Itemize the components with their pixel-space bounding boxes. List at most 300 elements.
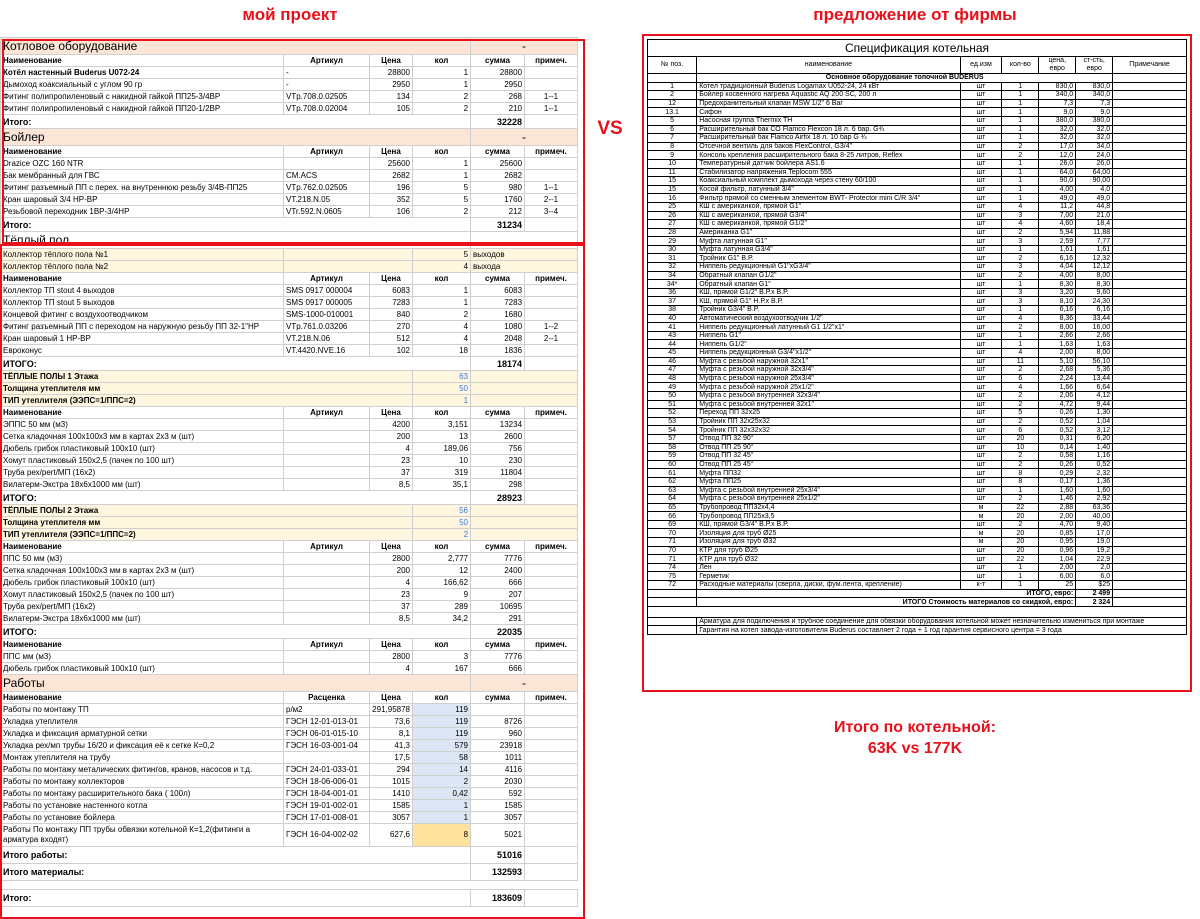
- item-name: Сетка кладочная 100х100х3 мм в картах 2х3 м (шт): [1, 565, 284, 577]
- item-name: Трубопровод ПП25х3,5: [697, 512, 960, 521]
- parameter-label: ТЁПЛЫЕ ПОЛЫ 1 Этажа: [1, 371, 413, 383]
- spec-row: [648, 99, 1187, 108]
- position: 1: [648, 82, 697, 91]
- quantity: 8: [1002, 477, 1039, 486]
- item-name: Муфта с резьбой внутренней 32х3/4": [697, 391, 960, 400]
- item-sum: 2400: [471, 565, 525, 577]
- item-sum: 1836: [471, 345, 525, 357]
- note: [1113, 383, 1187, 392]
- item-name: Наименование: [1, 692, 284, 704]
- cost: 32,0: [1076, 125, 1113, 134]
- item-sum: 592: [471, 788, 525, 800]
- price: 4,60: [1039, 220, 1076, 229]
- note: [1113, 116, 1187, 125]
- item-qty: 3,151: [413, 419, 471, 431]
- cost: 4,0: [1076, 185, 1113, 194]
- section-title: Тёплый пол: [1, 232, 471, 249]
- quantity: 4: [1002, 314, 1039, 323]
- vs-label: VS: [597, 118, 623, 139]
- spec-row: [648, 91, 1187, 100]
- quantity: 1: [1002, 82, 1039, 91]
- total-label: ИТОГО:: [1, 491, 471, 505]
- item-code: [284, 431, 370, 443]
- item-price: 270: [370, 321, 413, 333]
- position: 48: [648, 374, 697, 383]
- item-name: ППС 50 мм (м3): [1, 553, 284, 565]
- item-name: Работы по монтажу коллекторов: [1, 776, 284, 788]
- price: 8,10: [1039, 297, 1076, 306]
- item-name: КШ с американкой, прямой G3/4": [697, 211, 960, 220]
- quantity: 1: [1002, 116, 1039, 125]
- unit: шт: [960, 563, 1002, 572]
- item-qty: 12: [413, 565, 471, 577]
- note: [1113, 228, 1187, 237]
- item-qty: 4: [413, 333, 471, 345]
- total-label: Итого материалы:: [1, 864, 471, 881]
- position: 66: [648, 512, 697, 521]
- quantity: 2: [1002, 400, 1039, 409]
- item-qty: 289: [413, 601, 471, 613]
- item-code: Артикул: [284, 639, 370, 651]
- spec-row: [648, 142, 1187, 151]
- table-row: [1, 776, 578, 788]
- item-note: [525, 285, 578, 297]
- position: 53: [648, 417, 697, 426]
- unit: шт: [960, 434, 1002, 443]
- item-name: Автоматический воздухоотводчик 1/2": [697, 314, 960, 323]
- total-row: [1, 218, 578, 232]
- table-row: [1, 800, 578, 812]
- cell: [525, 357, 578, 371]
- column-header: ст-сть, евро: [1076, 57, 1113, 74]
- spec-row: [648, 211, 1187, 220]
- item-sum: 10695: [471, 601, 525, 613]
- spec-row: [648, 116, 1187, 125]
- item-price: 17,5: [370, 752, 413, 764]
- price: 0,26: [1039, 460, 1076, 469]
- item-code: ГЭСН 17-01-008-01: [284, 812, 370, 824]
- item-name: Наименование: [1, 541, 284, 553]
- price: 2,00: [1039, 349, 1076, 358]
- item-price: 8,5: [370, 479, 413, 491]
- column-header-row: [1, 407, 578, 419]
- table-row: [1, 249, 578, 261]
- unit: шт: [960, 211, 1002, 220]
- quantity: 1: [1002, 91, 1039, 100]
- item-note: [525, 431, 578, 443]
- total-label: ИТОГО:: [1, 357, 471, 371]
- spec-row: [648, 555, 1187, 564]
- price: 0,96: [1039, 546, 1076, 555]
- spec-row: [648, 366, 1187, 375]
- position: 26: [648, 211, 697, 220]
- item-name: Работы по монтажу расширительного бака ( 100л): [1, 788, 284, 800]
- position: 25: [648, 202, 697, 211]
- total-value: 28923: [471, 491, 525, 505]
- item-code: ГЭСН 18-04-001-01: [284, 788, 370, 800]
- item-name: Обратный клапан G1": [697, 280, 960, 289]
- position: 60: [648, 460, 697, 469]
- parameter-value: 2: [413, 529, 471, 541]
- position: 38: [648, 306, 697, 315]
- item-price: 102: [370, 345, 413, 357]
- item-code: VT.4420.NVE.16: [284, 345, 370, 357]
- position: 49: [648, 383, 697, 392]
- note-row: [648, 617, 1187, 626]
- item-name: Тройник G3/4" В.Р.: [697, 306, 960, 315]
- item-sum: 23918: [471, 740, 525, 752]
- item-name: Муфта с резьбой наружной 25х3/4": [697, 374, 960, 383]
- spec-row: [648, 108, 1187, 117]
- position: 71: [648, 538, 697, 547]
- quantity: 2: [1002, 254, 1039, 263]
- total-value: 22035: [471, 625, 525, 639]
- outlet-count: 5: [413, 249, 471, 261]
- unit: шт: [960, 288, 1002, 297]
- section-title: Котловое оборудование: [1, 38, 471, 55]
- item-qty: 579: [413, 740, 471, 752]
- item-qty: 2: [413, 206, 471, 218]
- item-name: Тройник ПП 32х32х32: [697, 426, 960, 435]
- item-code: [284, 467, 370, 479]
- quantity: 20: [1002, 529, 1039, 538]
- table-row: [1, 812, 578, 824]
- item-name: Стабилизатор напряжения Teplocom 555: [697, 168, 960, 177]
- table-row: [1, 479, 578, 491]
- item-name: Работы по монтажу ТП: [1, 704, 284, 716]
- note: [1113, 280, 1187, 289]
- parameter-row: [1, 529, 578, 541]
- column-header-row: [1, 55, 578, 67]
- unit: шт: [960, 202, 1002, 211]
- note: [1113, 400, 1187, 409]
- note: [1113, 151, 1187, 160]
- item-name: Ниппель редукционный G3/4"x1/2": [697, 349, 960, 358]
- cell: [284, 249, 413, 261]
- item-price: Цена: [370, 407, 413, 419]
- item-code: Артикул: [284, 273, 370, 285]
- item-name: Расширительный бак Flamco Airfix 18 л. 10 бар G ¾: [697, 134, 960, 143]
- item-note: [525, 443, 578, 455]
- item-qty: 3: [413, 651, 471, 663]
- unit: шт: [960, 443, 1002, 452]
- table-row: [1, 103, 578, 115]
- cost: 2,32: [1076, 469, 1113, 478]
- spec-row: [648, 168, 1187, 177]
- item-price: Цена: [370, 692, 413, 704]
- item-name: Американка G1": [697, 228, 960, 237]
- price: 1,60: [1039, 486, 1076, 495]
- item-name: Ниппель G1/2": [697, 340, 960, 349]
- item-sum: 5021: [471, 824, 525, 847]
- quantity: 20: [1002, 512, 1039, 521]
- table-row: [1, 309, 578, 321]
- item-price: 2682: [370, 170, 413, 182]
- item-qty: 1: [413, 79, 471, 91]
- item-qty: 9: [413, 589, 471, 601]
- note: [1113, 185, 1187, 194]
- item-sum: [471, 704, 525, 716]
- item-name: КШ с американкой, прямой G1/2": [697, 220, 960, 229]
- price: 12,0: [1039, 151, 1076, 160]
- cell: [1113, 598, 1187, 607]
- item-name: Кран шаровый 3/4 НР-ВР: [1, 194, 284, 206]
- item-name: Евроконус: [1, 345, 284, 357]
- item-qty: 1: [413, 158, 471, 170]
- item-price: 134: [370, 91, 413, 103]
- note: [1113, 572, 1187, 581]
- parameter-label: ТЁПЛЫЕ ПОЛЫ 2 Этажа: [1, 505, 413, 517]
- table-row: [1, 553, 578, 565]
- item-name: Тройник G1" В.Р.: [697, 254, 960, 263]
- note: [1113, 391, 1187, 400]
- item-price: 4: [370, 663, 413, 675]
- spec-row: [648, 391, 1187, 400]
- note: [1113, 323, 1187, 332]
- item-note: примеч.: [525, 541, 578, 553]
- price: 0,14: [1039, 443, 1076, 452]
- cost: 24,0: [1076, 151, 1113, 160]
- item-note: [525, 812, 578, 824]
- item-name: Предохранительный клапан MSW 1/2" 6 Bar: [697, 99, 960, 108]
- cell: [284, 261, 413, 273]
- cell: [471, 371, 578, 383]
- item-qty: кол: [413, 541, 471, 553]
- spec-row: [648, 159, 1187, 168]
- note: [1113, 460, 1187, 469]
- item-price: 28800: [370, 67, 413, 79]
- item-name: Фитинг полипропиленовый с накидной гайкой ПП20-1/2ВР: [1, 103, 284, 115]
- item-note: [525, 158, 578, 170]
- item-sum: 2950: [471, 79, 525, 91]
- column-header-row: [1, 541, 578, 553]
- spec-row: [648, 202, 1187, 211]
- price: 2,24: [1039, 374, 1076, 383]
- table-row: [1, 704, 578, 716]
- note: [1113, 142, 1187, 151]
- item-price: 512: [370, 333, 413, 345]
- cell: [648, 626, 697, 635]
- cost: 6,20: [1076, 434, 1113, 443]
- item-qty: 2: [413, 103, 471, 115]
- note: [1113, 211, 1187, 220]
- unit: шт: [960, 194, 1002, 203]
- spec-row: [648, 460, 1187, 469]
- quantity: 3: [1002, 288, 1039, 297]
- spec-row: [648, 546, 1187, 555]
- item-name: ЭППС 50 мм (м3): [1, 419, 284, 431]
- company-offer-sheet: [642, 34, 1192, 692]
- price: 2,68: [1039, 366, 1076, 375]
- item-qty: 2,777: [413, 553, 471, 565]
- note: [1113, 374, 1187, 383]
- cost: 12,12: [1076, 263, 1113, 272]
- total-row: [1, 864, 578, 881]
- item-code: VTr.592.N.0605: [284, 206, 370, 218]
- unit: шт: [960, 400, 1002, 409]
- item-sum: сумма: [471, 541, 525, 553]
- item-name: Монтаж утеплителя на трубу: [1, 752, 284, 764]
- item-code: -: [284, 67, 370, 79]
- quantity: 2: [1002, 271, 1039, 280]
- quantity: 1: [1002, 572, 1039, 581]
- unit: шт: [960, 460, 1002, 469]
- table-row: [1, 565, 578, 577]
- position: 63: [648, 486, 697, 495]
- item-qty: 166,62: [413, 577, 471, 589]
- item-sum: 2682: [471, 170, 525, 182]
- item-price: 2800: [370, 651, 413, 663]
- cell: [648, 74, 697, 83]
- table-row: [1, 764, 578, 776]
- cost: 1,30: [1076, 409, 1113, 418]
- note-row: [648, 626, 1187, 635]
- quantity: 1: [1002, 581, 1039, 590]
- cell: [471, 383, 578, 395]
- parameter-label: Толщина утеплителя мм: [1, 383, 413, 395]
- item-price: 291,95878: [370, 704, 413, 716]
- column-header: наименование: [697, 57, 960, 74]
- item-name: Укладка и фиксация арматурной сетки: [1, 728, 284, 740]
- item-note: [525, 309, 578, 321]
- item-sum: 207: [471, 589, 525, 601]
- quantity: 1: [1002, 563, 1039, 572]
- section-title-row: [1, 38, 578, 55]
- price: 2,66: [1039, 331, 1076, 340]
- price: 0,95: [1039, 538, 1076, 547]
- table-row: [1, 91, 578, 103]
- item-note: примеч.: [525, 692, 578, 704]
- cost: 380,0: [1076, 116, 1113, 125]
- item-note: [525, 824, 578, 847]
- quantity: 1: [1002, 108, 1039, 117]
- table-row: [1, 663, 578, 675]
- item-name: Изоляция для труб Ø32: [697, 538, 960, 547]
- price: 8,36: [1039, 314, 1076, 323]
- item-qty: 0,42: [413, 788, 471, 800]
- total-label: Итого:: [1, 890, 471, 907]
- unit: шт: [960, 134, 1002, 143]
- position: 32: [648, 263, 697, 272]
- position: 54: [648, 426, 697, 435]
- item-name: Насосная группа Thermix TH: [697, 116, 960, 125]
- total-value: 32228: [471, 115, 525, 129]
- item-name: Консоль крепления расширительного бака 8-25 литров, Reflex: [697, 151, 960, 160]
- item-name: Ниппель редукционный G1"xG3/4": [697, 263, 960, 272]
- position: 50: [648, 391, 697, 400]
- note: [1113, 495, 1187, 504]
- spacer-cell: [648, 606, 1187, 617]
- item-name: КТР для труб Ø32: [697, 555, 960, 564]
- item-name: Наименование: [1, 639, 284, 651]
- position: 36: [648, 288, 697, 297]
- price: 17,0: [1039, 142, 1076, 151]
- section-title: Бойлер: [1, 129, 471, 146]
- item-note: [525, 467, 578, 479]
- item-qty: 2: [413, 91, 471, 103]
- item-qty: 1: [413, 285, 471, 297]
- spec-table: [647, 56, 1187, 635]
- note: [1113, 254, 1187, 263]
- item-name: Муфта с резьбой внутренней 25х1/2": [697, 495, 960, 504]
- item-sum: сумма: [471, 55, 525, 67]
- parameter-row: [1, 505, 578, 517]
- position: 69: [648, 520, 697, 529]
- parameter-value: 1: [413, 395, 471, 407]
- section-dash: -: [471, 675, 578, 692]
- summary-callout: [640, 717, 1190, 759]
- item-sum: 8726: [471, 716, 525, 728]
- quantity: 1: [1002, 194, 1039, 203]
- note: [1113, 108, 1187, 117]
- note: [1113, 237, 1187, 246]
- price: 25: [1039, 581, 1076, 590]
- item-qty: 189,06: [413, 443, 471, 455]
- item-name: Дымоход коаксиальный с углом 90 гр: [1, 79, 284, 91]
- table-row: [1, 824, 578, 847]
- quantity: 1: [1002, 185, 1039, 194]
- note: [1113, 220, 1187, 229]
- item-note: [525, 589, 578, 601]
- total-label: Итого:: [1, 115, 471, 129]
- cost: 63,36: [1076, 503, 1113, 512]
- cost: 1,40: [1076, 443, 1113, 452]
- item-qty: 119: [413, 716, 471, 728]
- unit: шт: [960, 297, 1002, 306]
- item-code: -: [284, 79, 370, 91]
- item-name: Переход ПП 32х25: [697, 409, 960, 418]
- item-qty: кол: [413, 55, 471, 67]
- total-label: ИТОГО Стоимость материалов со скидкой, евро:: [697, 598, 1076, 607]
- table-row: [1, 321, 578, 333]
- item-note: примеч.: [525, 407, 578, 419]
- cost: 1,36: [1076, 477, 1113, 486]
- quantity: 2: [1002, 417, 1039, 426]
- item-name: Укладка рех/мп трубы 16/20 и фиксация её к сетке К=0,2: [1, 740, 284, 752]
- table-row: [1, 158, 578, 170]
- price: 5,94: [1039, 228, 1076, 237]
- position: 70: [648, 546, 697, 555]
- table-row: [1, 788, 578, 800]
- item-name: Концевой фитинг с воздухоотводчиком: [1, 309, 284, 321]
- spec-row: [648, 245, 1187, 254]
- total-label: Итого работы:: [1, 847, 471, 864]
- table-row: [1, 651, 578, 663]
- note: [1113, 349, 1187, 358]
- unit: шт: [960, 168, 1002, 177]
- price: 1,04: [1039, 555, 1076, 564]
- item-name: Наименование: [1, 407, 284, 419]
- note: [1113, 82, 1187, 91]
- item-name: Коаксиальный комплект дымохода через стену 60/100: [697, 177, 960, 186]
- note: [1113, 443, 1187, 452]
- item-name: Косой фильтр, латунный 3/4": [697, 185, 960, 194]
- item-qty: кол: [413, 407, 471, 419]
- item-price: Цена: [370, 55, 413, 67]
- item-code: ГЭСН 16-03-001-04: [284, 740, 370, 752]
- item-note: 2--1: [525, 333, 578, 345]
- item-qty: 1: [413, 800, 471, 812]
- cell: [1113, 589, 1187, 598]
- note: [1113, 417, 1187, 426]
- cost: 13,44: [1076, 374, 1113, 383]
- unit: шт: [960, 323, 1002, 332]
- item-price: 23: [370, 455, 413, 467]
- section-dash: -: [471, 38, 578, 55]
- price: 4,00: [1039, 185, 1076, 194]
- item-sum: 756: [471, 443, 525, 455]
- position: 65: [648, 503, 697, 512]
